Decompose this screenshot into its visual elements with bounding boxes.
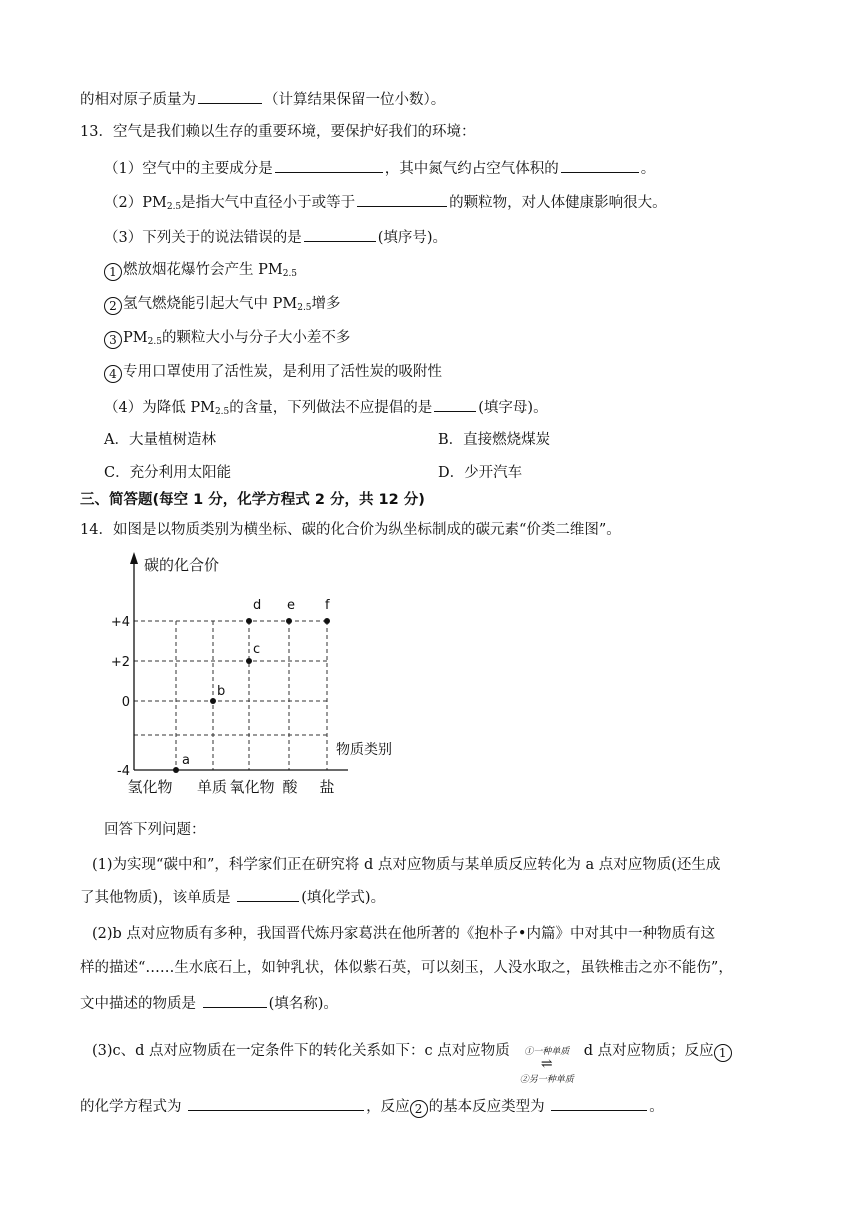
chart-labels	[111, 556, 392, 796]
circled-number: 2	[410, 1100, 428, 1118]
answer-blank[interactable]	[561, 157, 639, 173]
text: 增多	[311, 296, 341, 312]
data-point-label-c: c	[253, 642, 261, 657]
answer-blank[interactable]	[237, 886, 299, 902]
section-heading: 三、简答题(每空 1 分，化学方程式 2 分，共 12 分)	[80, 492, 425, 508]
data-point-f	[324, 618, 330, 624]
x-category-label: 氧化物	[229, 778, 275, 796]
q14-sub1-line2	[80, 886, 385, 908]
circled-number: 1	[104, 263, 122, 281]
circled-number: 4	[104, 365, 122, 383]
choice-d: D．少开汽车	[438, 465, 523, 481]
q14-intro: 回答下列问题：	[104, 822, 206, 838]
subscript: 2.5	[214, 407, 230, 417]
y-tick-label: 0	[121, 695, 130, 710]
circled-number: 1	[714, 1044, 732, 1062]
answer-blank[interactable]	[198, 88, 262, 104]
reversible-arrow	[510, 1031, 584, 1085]
y-tick-label: -4	[117, 764, 130, 779]
answer-blank[interactable]	[434, 396, 476, 412]
answer-blank[interactable]	[275, 157, 383, 173]
x-category-label: 酸	[282, 778, 298, 796]
text: (填序号)。	[377, 230, 448, 246]
text: 的化学方程式为	[80, 1099, 182, 1115]
data-point-label-a: a	[182, 753, 190, 768]
arrow-top-label: ①一种单质	[524, 1047, 570, 1057]
data-point-label-b: b	[217, 684, 226, 699]
text: 。	[640, 161, 656, 177]
choice-a: A．大量植树造林	[104, 432, 216, 448]
q14-sub2-line1: (2)b 点对应物质有多种，我国晋代炼丹家葛洪在他所著的《抱朴子•内篇》中对其中一种物质有这	[92, 926, 715, 942]
data-point-a	[173, 767, 179, 773]
answer-blank[interactable]	[304, 226, 376, 242]
data-point-e	[286, 618, 292, 624]
text: （1）空气中的主要成分是	[104, 161, 273, 177]
answer-blank[interactable]	[551, 1095, 647, 1111]
x-category-label: 氢化物	[127, 778, 173, 796]
data-point-label-e: e	[287, 598, 295, 613]
y-axis-arrow-icon	[130, 552, 138, 564]
equilibrium-arrow-icon: ⇌	[540, 1056, 553, 1072]
q14-sub1-line1: (1)为实现“碳中和”，科学家们正在研究将 d 点对应物质与某单质反应转化为 a 点对应物质(还生成	[92, 857, 721, 873]
choice-b: B．直接燃烧煤炭	[438, 432, 551, 448]
text: (3)c、d 点对应物质在一定条件下的转化关系如下：c 点对应物质	[92, 1043, 510, 1059]
text: （2）PM	[104, 195, 167, 211]
text: 的颗粒物，对人体健康影响很大。	[449, 195, 667, 211]
data-point-c	[246, 658, 252, 664]
text: 燃放烟花爆竹会产生 PM	[123, 262, 283, 278]
chart-points	[173, 598, 330, 773]
data-point-label-f: f	[325, 598, 330, 613]
text: （计算结果保留一位小数）。	[264, 92, 446, 108]
text: 的颗粒大小与分子大小差不多	[161, 330, 351, 346]
y-axis-label: 碳的化合价	[144, 556, 220, 574]
continued-line	[80, 88, 445, 110]
data-point-d	[246, 618, 252, 624]
text: （3）下列关于的说法错误的是	[104, 230, 302, 246]
question-14-stem: 14．如图是以物质类别为横坐标、碳的化合价为纵坐标制成的碳元素“价类二维图”。	[80, 522, 621, 538]
subscript: 2.5	[147, 337, 162, 347]
q13-option-4	[104, 362, 442, 383]
text: 的含量，下列做法不应提倡的是	[229, 400, 433, 416]
subscript: 2.5	[166, 202, 182, 212]
subscript: 2.5	[282, 269, 298, 279]
text: (填字母)。	[478, 400, 548, 416]
x-category-label: 盐	[319, 778, 335, 796]
valence-category-chart	[108, 548, 408, 804]
text: 是指大气中直径小于或等于	[181, 195, 356, 211]
q14-sub2-line2: 样的描述“……生水底石上，如钟乳状，体似紫石英，可以刻玉，人没水取之，虽铁椎击之亦不能伤”，	[80, 960, 733, 976]
text: (填名称)。	[268, 996, 338, 1012]
text: 专用口罩使用了活性炭，是利用了活性炭的吸附性	[123, 364, 442, 380]
text: (填化学式)。	[301, 890, 386, 906]
text: 的基本反应类型为	[428, 1099, 545, 1115]
text: 的相对原子质量为	[80, 92, 196, 108]
q13-option-1	[104, 260, 297, 284]
q14-sub3-line1	[92, 1030, 733, 1085]
text: ，其中氮气约占空气体积的	[384, 161, 559, 177]
x-category-label: 单质	[196, 778, 228, 796]
question-13-stem: 13．空气是我们赖以生存的重要环境，要保护好我们的环境：	[80, 124, 476, 140]
q13-part1	[104, 157, 655, 179]
choice-c: C．充分利用太阳能	[104, 465, 232, 481]
text: PM	[123, 330, 148, 346]
x-axis-label: 物质类别	[336, 742, 392, 758]
text: d 点对应物质；反应	[583, 1043, 714, 1059]
text: （4）为降低 PM	[104, 400, 215, 416]
chart-grid	[134, 621, 327, 770]
circled-number: 2	[104, 297, 122, 315]
subscript: 2.5	[297, 303, 312, 313]
text: 文中描述的物质是	[80, 996, 196, 1012]
arrow-bottom-label: ②另一种单质	[519, 1075, 574, 1085]
answer-blank[interactable]	[357, 191, 447, 207]
q14-sub2-line3	[80, 992, 338, 1014]
q13-option-2	[104, 294, 341, 318]
text: 氢气燃烧能引起大气中 PM	[123, 296, 298, 312]
q13-option-3	[104, 328, 350, 352]
circled-number: 3	[104, 331, 122, 349]
y-tick-label: +4	[110, 615, 130, 630]
data-point-b	[210, 698, 216, 704]
q13-part3	[104, 226, 447, 248]
data-point-label-d: d	[253, 598, 262, 613]
q13-part2	[104, 191, 667, 217]
text: 了其他物质)，该单质是	[80, 890, 231, 906]
answer-blank[interactable]	[203, 992, 267, 1008]
text: ，反应	[366, 1099, 410, 1115]
text: 。	[649, 1099, 664, 1115]
q13-part4	[104, 396, 548, 422]
q14-sub3-line2	[80, 1095, 664, 1118]
y-tick-label: +2	[110, 655, 130, 670]
answer-blank[interactable]	[188, 1095, 364, 1111]
